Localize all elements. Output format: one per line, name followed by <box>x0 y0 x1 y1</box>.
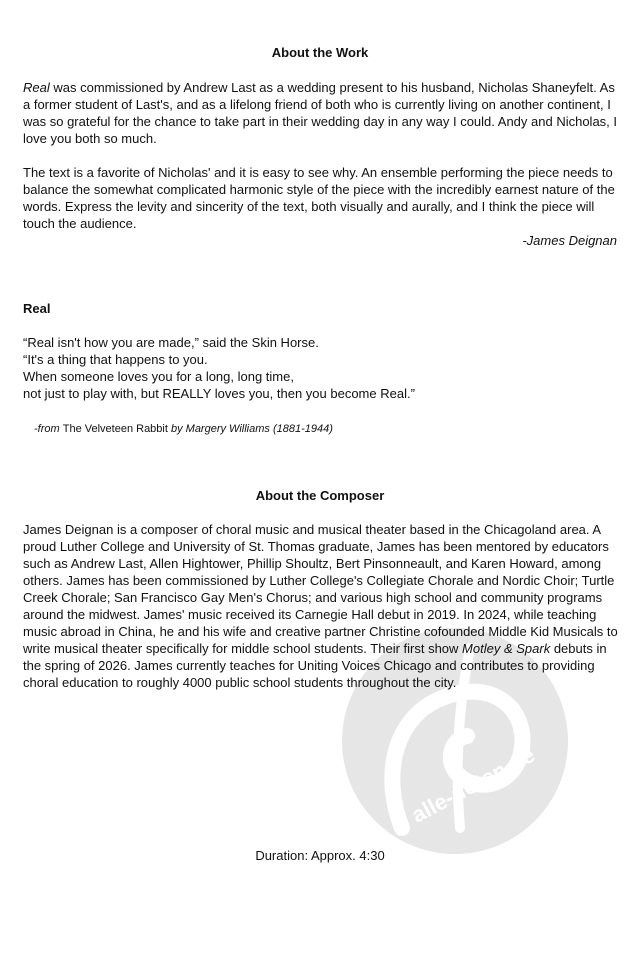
duration-text: Duration: Approx. 4:30 <box>255 848 385 863</box>
composer-bio-text: James Deignan is a composer of choral music and musical theater based in the Chicagoland area. A proud Luther College and University of St. Thomas graduate, James has been mentored by educators such as Andrew Last, Allen Hightower, Phillip Shoultz, Bert Pinsonneault, and Karen Howard, among others. James has been commissioned by Luther College's Collegiate Chorale and Nordic Choir; Turtle Creek Chorale; San Francisco Gay Men's Chorus; and various high school and community programs around the midwest. James' music received its Carnegie Hall debut in 2019. In 2024, while teaching music abroad in China, he and his wife and creative partner Christine cofounded Middle Kid Musicals to write musical theater specifically for middle school students. Their first show <box>23 522 618 656</box>
poem-line: When someone loves you for a long, long time, <box>23 369 294 384</box>
about-composer-heading: About the Composer <box>255 488 385 503</box>
about-composer-paragraph <box>23 521 623 691</box>
about-work-paragraph-1 <box>23 79 623 147</box>
poem-source <box>34 422 333 436</box>
show-title: Motley & Spark <box>462 641 551 656</box>
source-book-title: The Velveteen Rabbit <box>62 423 168 435</box>
watermark-text: alle-noten.de <box>407 741 539 828</box>
real-heading: Real <box>23 301 51 316</box>
source-prefix: -from <box>34 423 63 435</box>
about-work-paragraph-2: The text is a favorite of Nicholas' and it is easy to see why. An ensemble performing the piece needs to balance the somewhat complicated harmonic style of the piece with the incredibly earnest nature of the words. Express the levity and sincerity of the text, both visually and aurally, and I think the piece will touch the audience. <box>23 165 615 231</box>
poem-line: “It's a thing that happens to you. <box>23 352 208 367</box>
poem-text <box>23 334 415 402</box>
poem-line: not just to play with, but REALLY loves you, then you become Real.” <box>23 386 415 401</box>
poem-line: “Real isn't how you are made,” said the Skin Horse. <box>23 335 319 350</box>
composer-bio-text-end: debuts in the spring of 2026. James currently teaches for Uniting Voices Chicago and contributes to providing choral education to roughly 4000 public school students throughout the city. <box>23 641 607 690</box>
signature: -James Deignan <box>522 233 617 248</box>
source-author: by Margery Williams (1881-1944) <box>167 423 333 435</box>
about-work-paragraph-1-text: was commissioned by Andrew Last as a wedding present to his husband, Nicholas Shaneyfelt. As a former student of Last's, and as a lifelong friend of both who is currently living on another continent, I was so grateful for the chance to take part in their wedding day in any way I could. Andy and Nicholas, I love you both so much. <box>23 80 618 146</box>
piece-title: Real <box>23 80 50 95</box>
about-work-heading: About the Work <box>271 45 369 60</box>
